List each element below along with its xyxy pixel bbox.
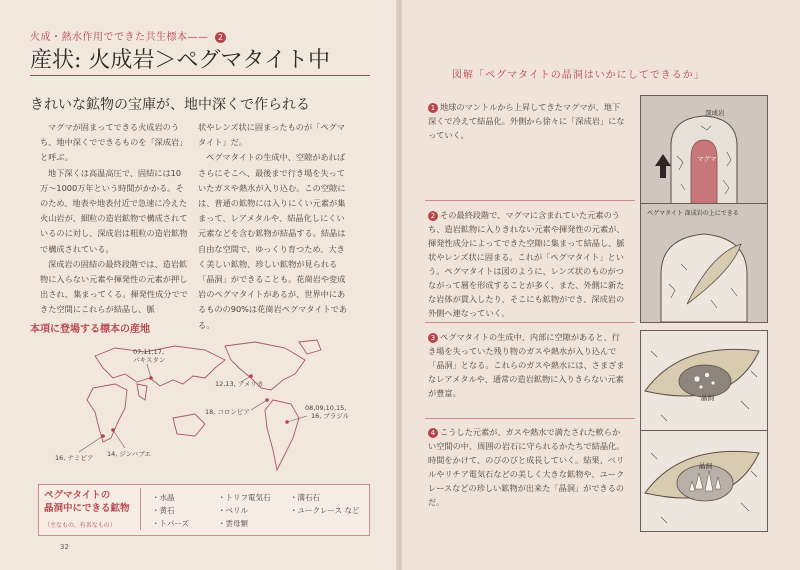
map-label-usa: 12,13, アメリカ bbox=[215, 380, 264, 388]
leader-line bbox=[79, 436, 103, 452]
mineral-item: ・満石石 bbox=[290, 493, 320, 502]
section-subhead: きれいな鉱物の宝庫が、地中深くで作られる bbox=[30, 97, 310, 113]
minerals-box-note: （主なもの、有名なもの） bbox=[44, 522, 116, 529]
map-heading: 本項に登場する標本の産地 bbox=[30, 324, 150, 335]
panel-3-illustration bbox=[641, 331, 767, 431]
mineral-item: ・ベリル bbox=[218, 506, 248, 515]
leader-line bbox=[287, 416, 307, 422]
minerals-box-heading: ペグマタイトの 晶洞中にできる鉱物 bbox=[44, 490, 130, 514]
step-divider bbox=[425, 200, 635, 201]
diagram-step-1: 1 地球のマントルから上昇してきたマグマが、地下深くで冷えて結晶化。外側から徐々に「深成岩」になっていく。 bbox=[428, 102, 625, 140]
map-label-namibia: 16, ナミビア bbox=[55, 454, 94, 462]
body-paragraph: 地下深くは高温高圧で、固結には10万〜1000万年という時間がかかる。そのため、地表や地表付近で急速に冷えた火山岩が、細粒の造岩鉱物で構成されているのに対し、深成岩は粗粒の造岩鉱物で構成されている。 bbox=[40, 167, 188, 254]
locality-colombia bbox=[265, 398, 269, 402]
series-number-badge: 2 bbox=[215, 32, 226, 43]
diagram-heading: 図解「ペグマタイトの晶洞はいかにしてできるか」 bbox=[452, 70, 705, 81]
panel-label: マグマ bbox=[697, 155, 717, 163]
map-label-brazil: 08,09,10,15, bbox=[305, 404, 347, 412]
diagram-panel-1 bbox=[640, 95, 768, 205]
body-column-2 bbox=[198, 120, 348, 333]
panel-4-illustration bbox=[641, 431, 767, 531]
body-paragraph: 深成岩の固結の最終段階では、造岩鉱物に入らない元素や揮発性の元素が押し出され、集まってくる。揮発性成分でできた空間にこれらが結晶し、脈 bbox=[40, 258, 188, 315]
diagram-step-3: 3 ペグマタイトの生成中、内部に空隙があると、行き場を失っていた残り物のガスや熱水が入り込んで「晶洞」となる。これらのガスや熱水には、さまざまなレアメタルや、通常の造岩鉱物に入りきらない元素が豊富。 bbox=[428, 332, 625, 398]
mineral-item: ・雲母類 bbox=[218, 519, 248, 528]
panel-1-illustration bbox=[641, 96, 767, 204]
page-title: 産状: 火成岩＞ペグマタイト中 bbox=[30, 48, 330, 73]
map-label-pakistan: 07,11,17, bbox=[133, 348, 165, 356]
landmass-south-america bbox=[265, 400, 299, 470]
panel-label: ペグマタイト 深成岩の上にできる bbox=[647, 210, 739, 217]
locality-pakistan bbox=[149, 376, 153, 380]
leader-line bbox=[251, 400, 267, 410]
body-column-1 bbox=[40, 120, 190, 318]
panel-2-illustration bbox=[641, 204, 767, 322]
series-label: 火成・熱水作用でできた共生標本—— 2 bbox=[30, 28, 226, 43]
minerals-box-divider bbox=[140, 488, 141, 530]
diagram-panel-3 bbox=[640, 330, 768, 432]
mineral-item: ・ユークレース など bbox=[290, 506, 360, 515]
step-number-badge: 2 bbox=[428, 211, 438, 221]
locality-usa bbox=[249, 374, 253, 378]
landmass-india bbox=[137, 384, 147, 400]
diagram-step-4: 4 こうした元素が、ガスや熱水で満たされた軟らかい空間の中、周囲の岩石に守られるかたちで結晶化。時間をかけて、のびのびと成長していく。結果、ベリルやリチア電気石などの美しく大きな鉱物や、ユークレースなどの珍しい鉱物が出来た「晶洞」ができるのだ。 bbox=[428, 427, 625, 507]
mineral-item: ・トパーズ bbox=[152, 519, 189, 528]
step-divider bbox=[425, 418, 635, 419]
map-label-colombia: 18, コロンビア bbox=[205, 408, 250, 416]
mineral-item: ・水晶 bbox=[152, 493, 175, 502]
locality-brazil bbox=[285, 420, 289, 424]
leader-line bbox=[147, 364, 151, 378]
mineral-item: ・黄石 bbox=[152, 506, 175, 515]
panel-label: 深成岩 bbox=[705, 109, 725, 117]
step-number-badge: 3 bbox=[428, 333, 438, 343]
map-label-brazil-2: 16, ブラジル bbox=[311, 412, 350, 420]
body-paragraph: マグマが固まってできる火成岩のうち、地中深くでできるものを「深成岩」と呼ぶ。 bbox=[40, 122, 188, 163]
panel-label: 晶洞 bbox=[699, 462, 712, 470]
body-paragraph: ペグマタイトの生成中、空隙があればさらにそこへ、最後まで行き場を失っていたガスや熱水が入り込む。この空隙には、普通の鉱物には入りにくい元素が集まって、レアメタルや、結晶化しにくい元素などを含む鉱物が結晶する。結晶は自由な空間で、ゆっくり育つため、大きく美しい鉱物、珍しい鉱物が見られる「晶洞」ができることも。花崗岩や変成岩のペグマタイトがあるが、世界中にあるものの90%は花崗岩ペグマタイトである。 bbox=[198, 152, 348, 330]
body-paragraph: 状やレンズ状に固まったものが「ペグマタイト」だ。 bbox=[198, 122, 345, 148]
page-number: 32 bbox=[60, 543, 69, 551]
diagram-panel-2 bbox=[640, 203, 768, 323]
landmass-australia bbox=[173, 414, 205, 436]
map-label-pakistan-2: パキスタン bbox=[133, 356, 166, 364]
mineral-item: ・トリフ電気石 bbox=[218, 493, 271, 502]
map-label-zimbabwe: 14, ジンバブエ bbox=[107, 450, 151, 458]
landmass-africa bbox=[87, 384, 127, 442]
step-number-badge: 4 bbox=[428, 428, 438, 438]
locality-zimbabwe bbox=[111, 428, 115, 432]
title-rule bbox=[30, 75, 370, 76]
step-divider bbox=[425, 322, 635, 323]
landmass-greenland bbox=[299, 340, 321, 354]
locality-namibia bbox=[101, 434, 105, 438]
world-map bbox=[55, 338, 375, 478]
diagram-panel-4 bbox=[640, 430, 768, 532]
leader-line bbox=[113, 430, 125, 448]
step-number-badge: 1 bbox=[428, 103, 438, 113]
diagram-step-2: 2 その最終段階で、マグマに含まれていた元素のうち、造岩鉱物に入りきれない元素や揮発性の元素が、揮発性成分によってできた空隙に集まって結晶し、脈状やレンズ状に固まる。これが「ペグマタイト」という。ペグマタイトは図のように、レンズ状のものがつながって層を形成することが多く、また、外側に新たな岩体が貫入したり、そこにも鉱物ができ、深成岩の外側へ連なっていく。 bbox=[428, 210, 625, 318]
panel-label: 晶洞 bbox=[701, 394, 714, 402]
